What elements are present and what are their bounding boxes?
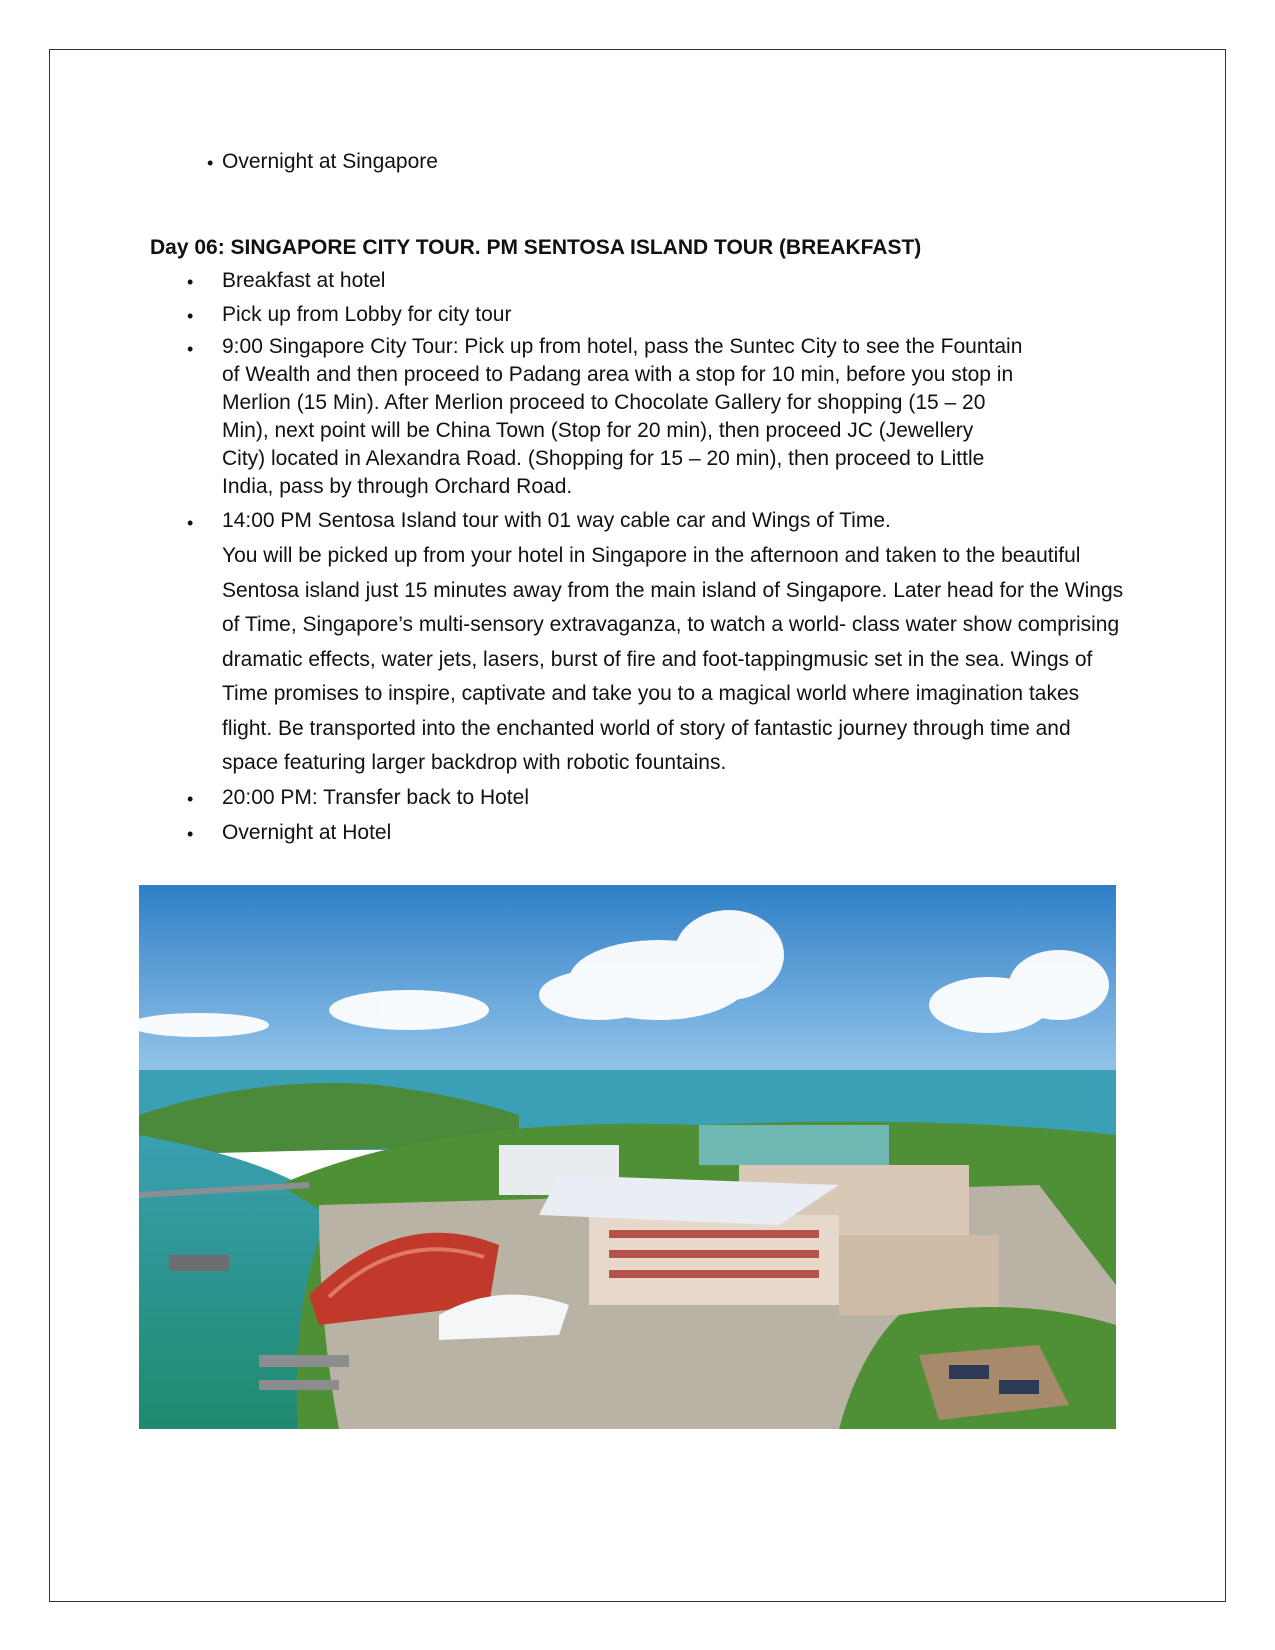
list-item-line: City) located in Alexandra Road. (Shopping for 15 – 20 min), then proceed to Little (222, 447, 985, 470)
list-item-line: You will be picked up from your hotel in Singapore in the afternoon and taken to the beautiful (222, 544, 1081, 567)
list-item-line: Breakfast at hotel (222, 269, 386, 292)
list-item-line: space featuring larger backdrop with robotic fountains. (222, 751, 727, 774)
list-item-line: Overnight at Hotel (222, 821, 392, 844)
top-item-text: Overnight at Singapore (222, 150, 438, 173)
list-item-line: 20:00 PM: Transfer back to Hotel (222, 786, 529, 809)
list-item-line: 14:00 PM Sentosa Island tour with 01 way cable car and Wings of Time. (222, 509, 891, 532)
list-item-line: of Wealth and then proceed to Padang area with a stop for 10 min, before you stop in (222, 363, 1014, 386)
bullet-dot: • (187, 272, 194, 292)
bullet-dot: • (187, 339, 194, 359)
list-item-line: Pick up from Lobby for city tour (222, 303, 512, 326)
bullet-dot: • (187, 513, 194, 533)
bullet-dot: • (207, 153, 214, 173)
list-item-line: of Time, Singapore’s multi-sensory extravaganza, to watch a world- class water show comprising (222, 613, 1120, 636)
bullet-dot: • (187, 306, 194, 326)
list-item-line: flight. Be transported into the enchanted world of story of fantastic journey through time and (222, 717, 1071, 740)
list-item-line: 9:00 Singapore City Tour: Pick up from hotel, pass the Suntec City to see the Fountain (222, 335, 1023, 358)
day-heading: Day 06: SINGAPORE CITY TOUR. PM SENTOSA ISLAND TOUR (BREAKFAST) (150, 236, 922, 259)
list-item-line: Time promises to inspire, captivate and take you to a magical world where imagination takes (222, 682, 1080, 705)
list-item-line: dramatic effects, water jets, lasers, burst of fire and foot-tappingmusic set in the sea. Wings of (222, 648, 1093, 671)
sentosa-aerial-photo (139, 885, 1116, 1429)
bullet-dot: • (187, 824, 194, 844)
list-item-line: Min), next point will be China Town (Stop for 20 min), then proceed JC (Jewellery (222, 419, 974, 442)
list-item-line: Merlion (15 Min). After Merlion proceed to Chocolate Gallery for shopping (15 – 20 (222, 391, 986, 414)
list-item-line: Sentosa island just 15 minutes away from the main island of Singapore. Later head for the Wings (222, 579, 1124, 602)
list-item-line: India, pass by through Orchard Road. (222, 475, 573, 498)
bullet-dot: • (187, 789, 194, 809)
